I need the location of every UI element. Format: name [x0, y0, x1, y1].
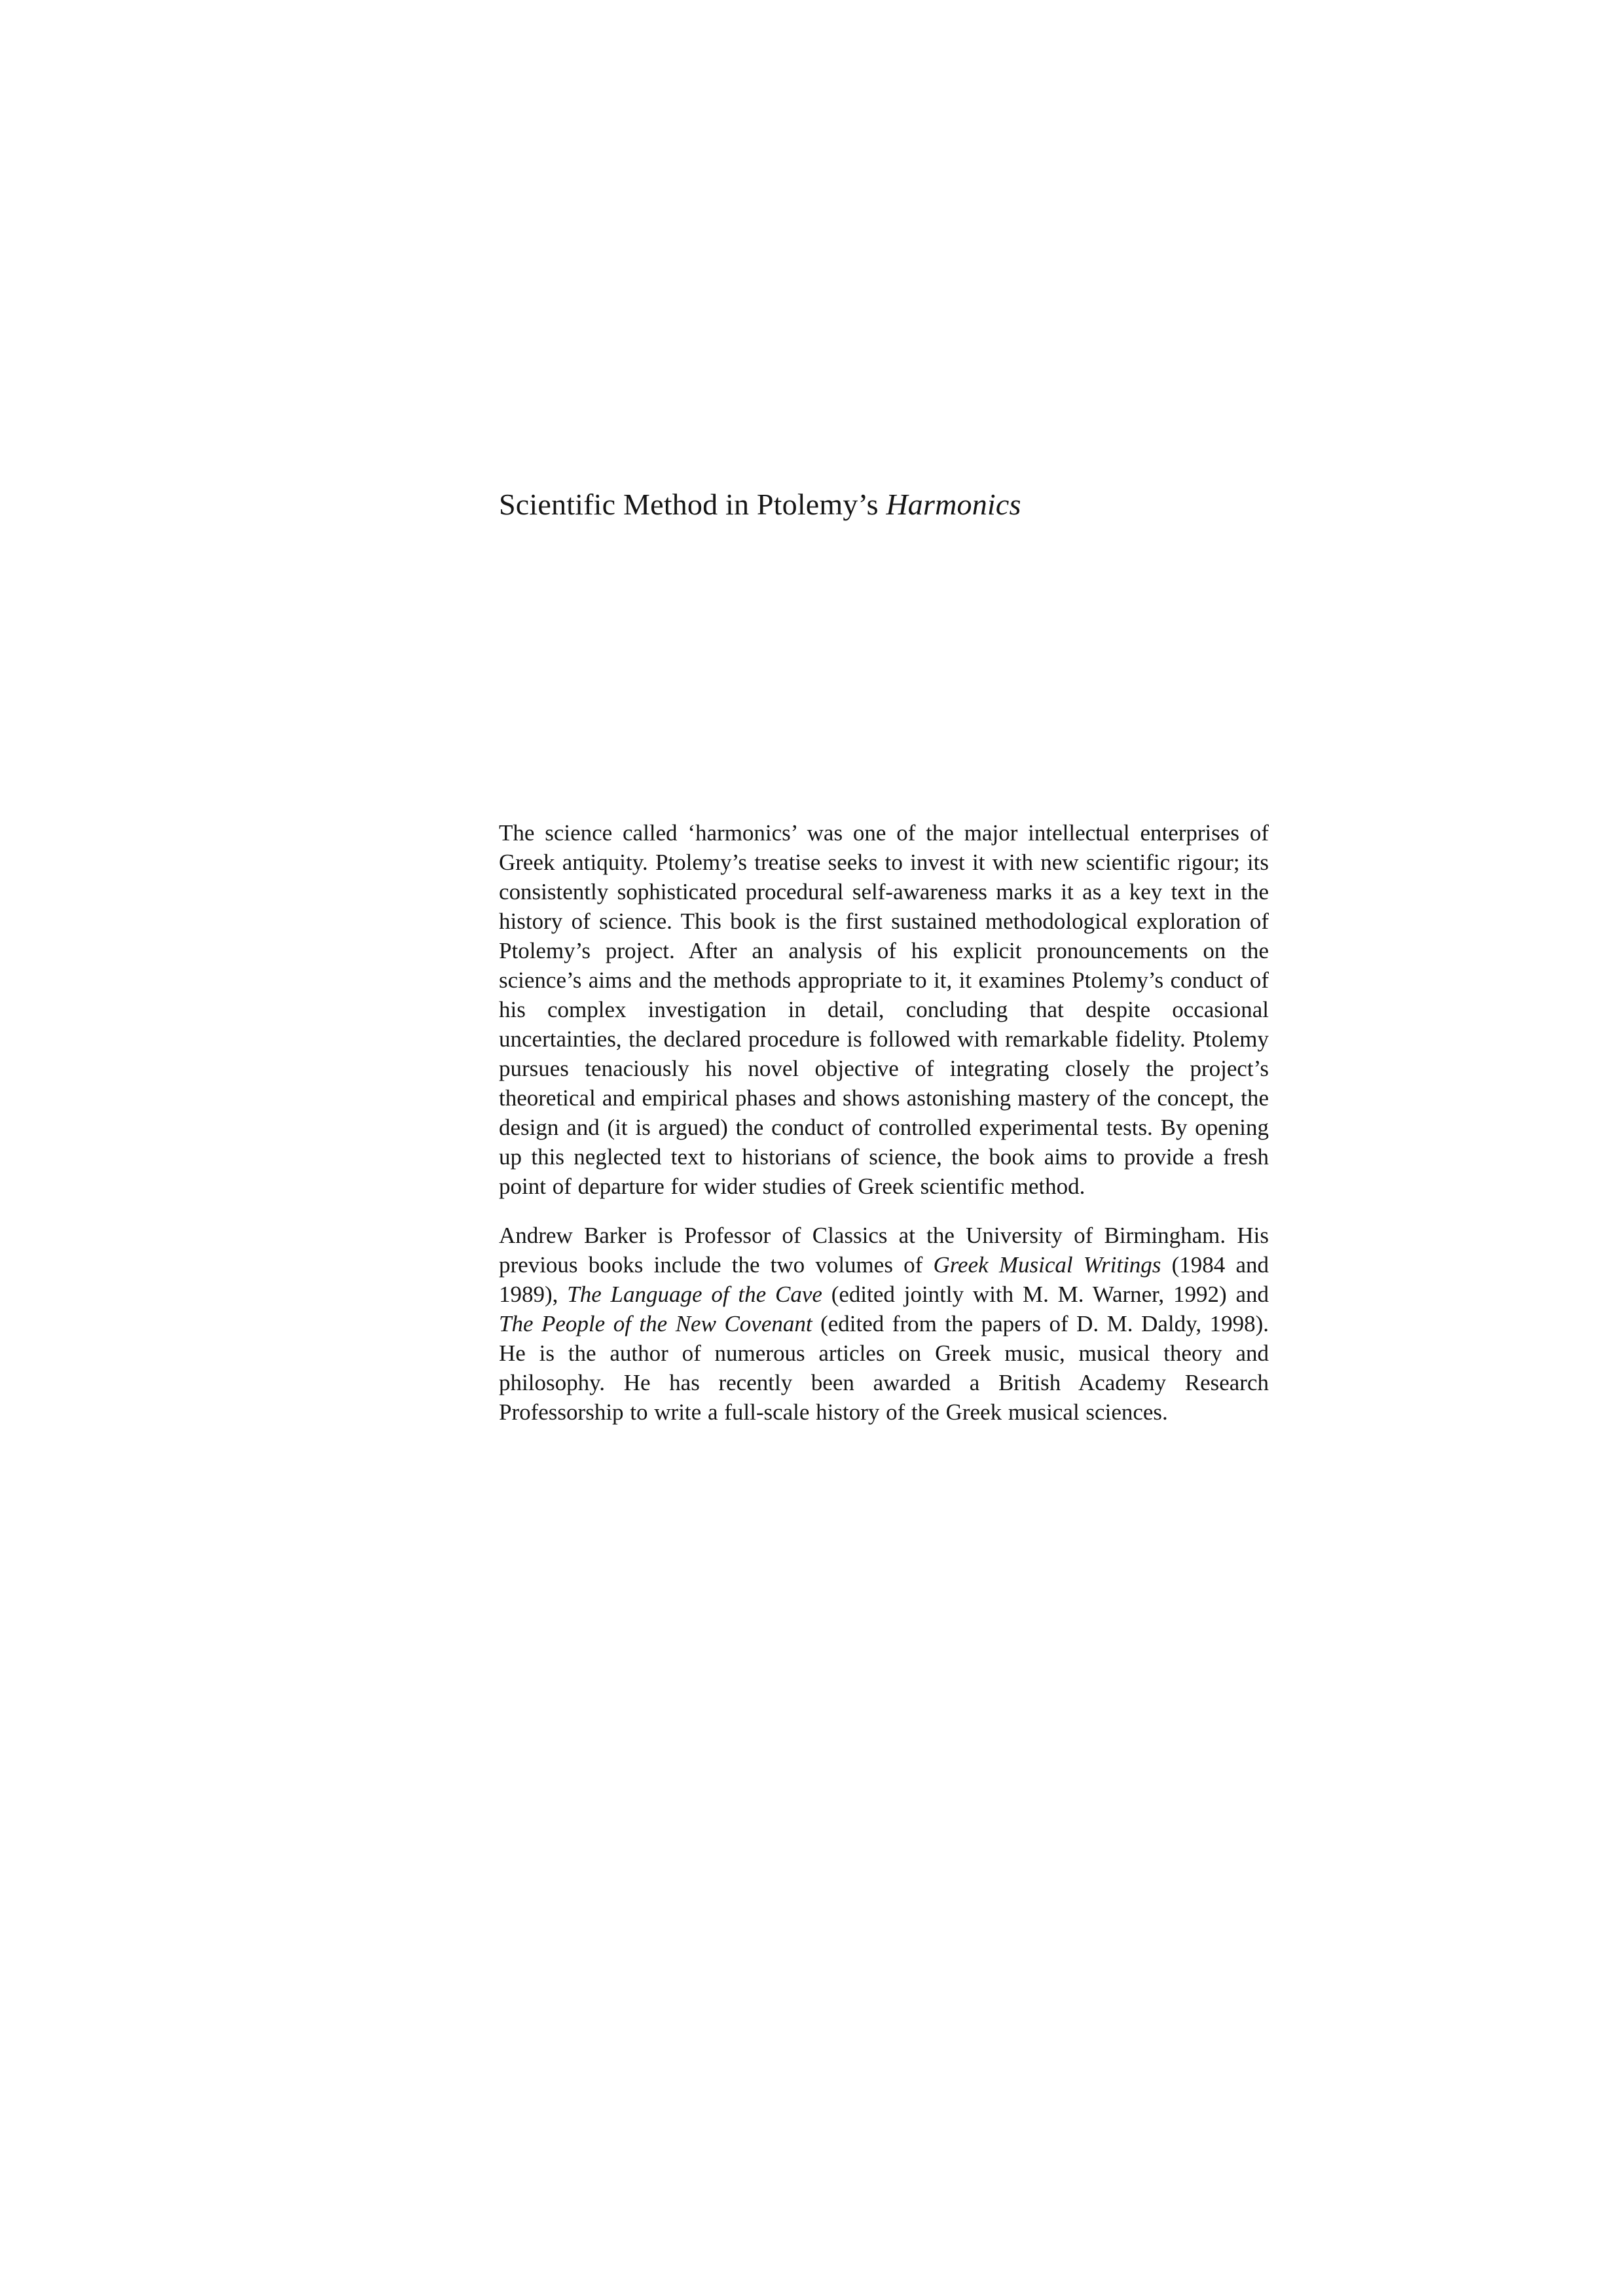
- author-bio-segment: (edited jointly with M. M. Warner, 1992) and: [822, 1282, 1269, 1307]
- page-title: [499, 487, 1269, 522]
- book-description-paragraph: The science called ‘harmonics’ was one of the major intellectual enterprises of Greek antiquity. Ptolemy’s treatise seeks to invest it with new scientific rigour; its consistently sophisticated procedural self-awareness marks it as a key text in the history of science. This book is the first sustained methodological exploration of Ptolemy’s project. After an analysis of his explicit pronouncements on the science’s aims and the methods appropriate to it, it examines Ptolemy’s conduct of his complex investigation in detail, concluding that despite occasional uncertainties, the declared procedure is followed with remarkable fidelity. Ptolemy pursues tenaciously his novel objective of integrating closely the project’s theoretical and empirical phases and shows astonishing mastery of the concept, the design and (it is argued) the conduct of controlled experimental tests. By opening up this neglected text to historians of science, the book aims to provide a fresh point of departure for wider studies of Greek scientific method.: [499, 820, 1269, 1199]
- book-title-greek-musical-writings: Greek Musical Writings: [933, 1252, 1161, 1278]
- author-bio-segment: (1984 and 1989),: [499, 1252, 1269, 1307]
- author-bio-segment: Andrew Barker is Professor of Classics at the University of Birmingham. His previous books include the two volumes of: [499, 1223, 1269, 1278]
- text-block: [499, 487, 1269, 1427]
- book-title-language-of-the-cave: The Language of the Cave: [567, 1282, 822, 1307]
- page-title-roman-text: Scientific Method in Ptolemy’s: [499, 488, 886, 521]
- book-title-people-of-the-new-covenant: The People of the New Covenant: [499, 1311, 812, 1336]
- author-bio-segment: (edited from the papers of D. M. Daldy, 1998). He is the author of numerous articles on Greek music, musical theory and philosophy. He has recently been awarded a British Academy Research Professorship to write a full-scale history of the Greek musical sciences.: [499, 1311, 1269, 1425]
- author-bio-paragraph: [499, 1221, 1269, 1427]
- page-title-italic-text: Harmonics: [886, 488, 1021, 521]
